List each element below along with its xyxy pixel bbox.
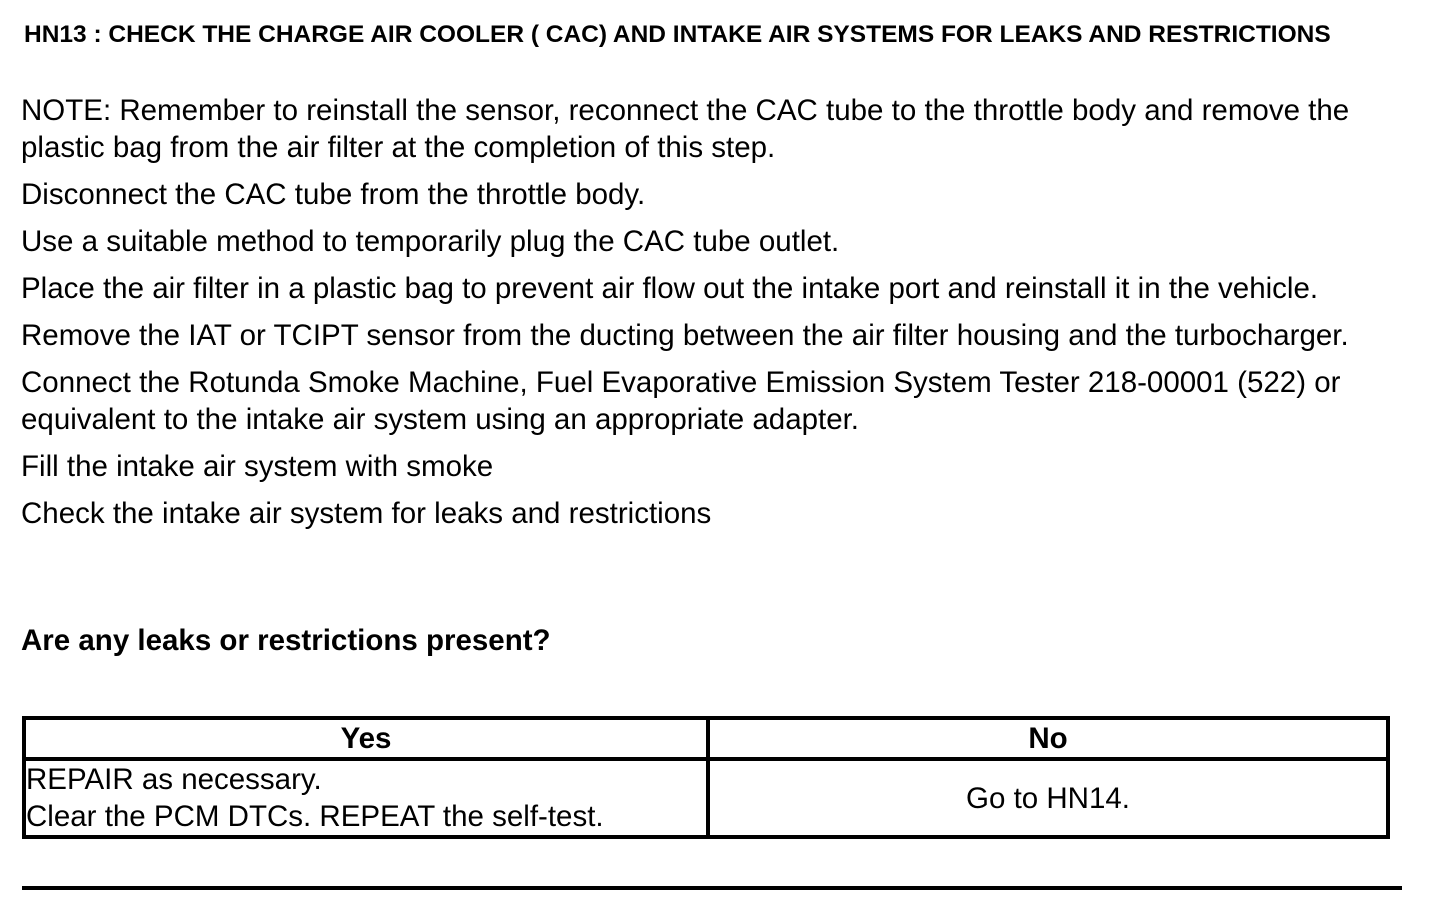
- procedure-step: Remove the IAT or TCIPT sensor from the ducting between the air filter housing and the turbocharger.: [21, 319, 1349, 352]
- decision-table: [22, 716, 1390, 839]
- decision-question: Are any leaks or restrictions present?: [21, 624, 551, 657]
- yes-header: Yes: [24, 718, 708, 759]
- yes-action-line: Clear the PCM DTCs. REPEAT the self-test.: [26, 800, 604, 833]
- procedure-step: Check the intake air system for leaks and restrictions: [21, 497, 712, 530]
- procedure-step: Fill the intake air system with smoke: [21, 450, 494, 483]
- table-row: [24, 759, 1388, 837]
- yes-action-cell: [24, 759, 708, 837]
- procedure-heading: HN13 : CHECK THE CHARGE AIR COOLER ( CAC) AND INTAKE AIR SYSTEMS FOR LEAKS AND RESTRICTIONS: [24, 21, 1331, 48]
- table-header-row: [24, 718, 1388, 759]
- procedure-step: Place the air filter in a plastic bag to prevent air flow out the intake port and reinstall it in the vehicle.: [21, 272, 1319, 305]
- bottom-divider: [22, 886, 1402, 890]
- yes-action-line: REPAIR as necessary.: [26, 763, 322, 796]
- procedure-step: Use a suitable method to temporarily plug the CAC tube outlet.: [21, 225, 840, 258]
- procedure-step: Connect the Rotunda Smoke Machine, Fuel Evaporative Emission System Tester 218-00001 (522) or equivalent to the intake air system using an appropriate adapter.: [21, 366, 1341, 436]
- procedure-steps: [21, 92, 1421, 542]
- procedure-step: Disconnect the CAC tube from the throttle body.: [21, 178, 646, 211]
- no-action-cell: Go to HN14.: [708, 759, 1388, 837]
- note-step: NOTE: Remember to reinstall the sensor, reconnect the CAC tube to the throttle body and remove the plastic bag from the air filter at the completion of this step.: [21, 94, 1350, 164]
- no-header: No: [708, 718, 1388, 759]
